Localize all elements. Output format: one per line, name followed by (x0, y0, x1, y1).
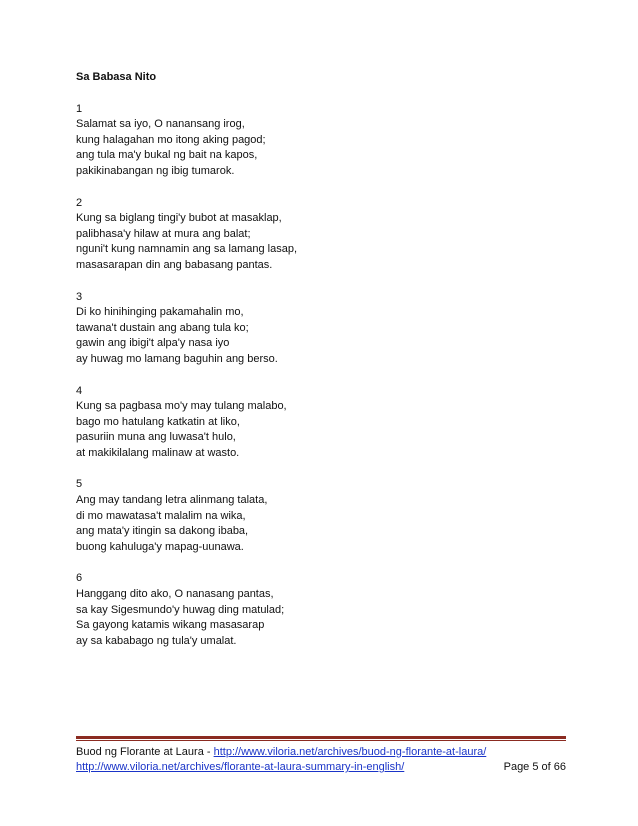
stanza-line: Sa gayong katamis wikang masasarap (76, 619, 265, 632)
stanza-1 (76, 102, 566, 180)
footer-prefix: Buod ng Florante at Laura - (76, 746, 214, 758)
footer-line-1 (76, 745, 486, 760)
footer-row-1 (76, 745, 566, 760)
stanza-5 (76, 477, 566, 555)
stanza-number: 4 (76, 384, 83, 397)
stanza-line: ay sa kababago ng tula'y umalat. (76, 634, 237, 647)
stanza-line: pakikinabangan ng ibig tumarok. (76, 164, 235, 177)
stanza-line: pasuriin muna ang luwasa't hulo, (76, 431, 236, 444)
stanza-line: gawin ang ibigi't alpa'y nasa iyo (76, 337, 230, 350)
stanza-line: sa kay Sigesmundo'y huwag ding matulad; (76, 603, 285, 616)
stanza-line: buong kahuluga'y mapag-uunawa. (76, 540, 244, 553)
stanza-number: 6 (76, 572, 83, 585)
stanza-line: Kung sa pagbasa mo'y may tulang malabo, (76, 400, 287, 413)
stanza-line: palibhasa'y hilaw at mura ang balat; (76, 227, 251, 240)
stanza-line: Salamat sa iyo, O nanansang irog, (76, 118, 245, 131)
stanza-6 (76, 571, 566, 649)
stanza-line: kung halagahan mo itong aking pagod; (76, 133, 266, 146)
stanza-4 (76, 384, 566, 462)
page-title: Sa Babasa Nito (76, 71, 157, 83)
stanza-line: Ang may tandang letra alinmang talata, (76, 494, 268, 507)
stanza-line: at makikilalang malinaw at wasto. (76, 446, 240, 459)
stanza-line: Kung sa biglang tingi'y bubot at masaklap, (76, 212, 282, 225)
footer-row-2 (76, 760, 566, 775)
page-footer (76, 736, 566, 775)
stanza-number: 5 (76, 478, 83, 491)
footer-link-english[interactable]: http://www.viloria.net/archives/florante-at-laura-summary-in-english/ (76, 761, 405, 773)
stanza-2 (76, 196, 566, 274)
stanza-line: Hanggang dito ako, O nanasang pantas, (76, 588, 274, 601)
stanza-3 (76, 290, 566, 368)
stanza-line: Di ko hinihinging pakamahalin mo, (76, 306, 244, 319)
stanza-number: 2 (76, 196, 83, 209)
footer-divider-thin (76, 740, 566, 741)
page-number: Page 5 of 66 (503, 761, 566, 773)
footer-link-tagalog[interactable]: http://www.viloria.net/archives/buod-ng-florante-at-laura/ (213, 746, 487, 758)
stanza-line: masasarapan din ang babasang pantas. (76, 258, 273, 271)
stanza-line: nguni't kung namnamin ang sa lamang lasap, (76, 243, 298, 256)
stanza-number: 1 (76, 102, 83, 115)
stanza-line: di mo mawatasa't malalim na wika, (76, 509, 246, 522)
stanza-number: 3 (76, 290, 83, 303)
stanza-line: bago mo hatulang katkatin at liko, (76, 415, 240, 428)
footer-text (76, 745, 566, 775)
stanza-line: ang mata'y itingin sa dakong ibaba, (76, 525, 249, 538)
stanza-line: ay huwag mo lamang baguhin ang berso. (76, 352, 278, 365)
stanza-line: tawana't dustain ang abang tula ko; (76, 321, 249, 334)
footer-divider-thick (76, 736, 566, 739)
stanza-line: ang tula ma'y bukal ng bait na kapos, (76, 149, 258, 162)
page-content (76, 70, 566, 665)
